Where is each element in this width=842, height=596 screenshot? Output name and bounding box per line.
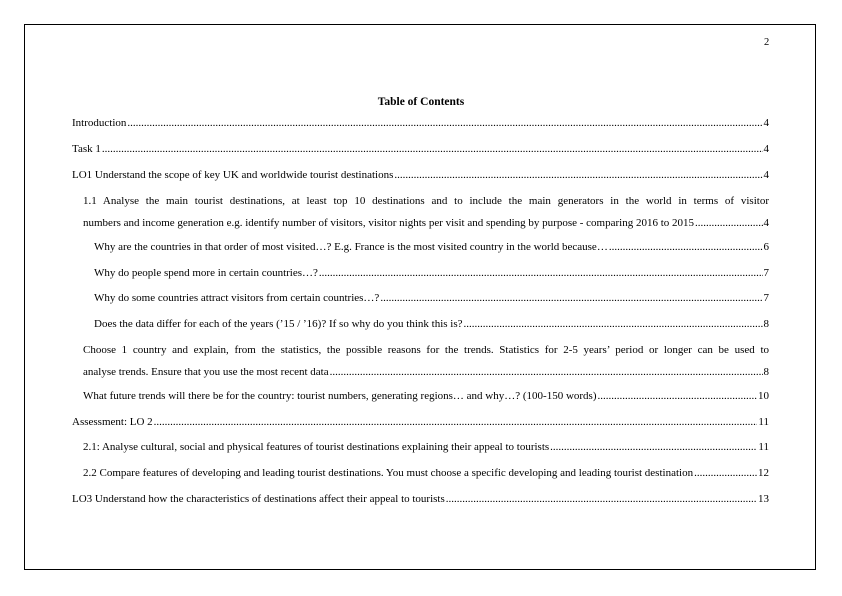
toc-entry-why-order[interactable] <box>94 241 769 254</box>
toc-page-number: 4 <box>763 117 769 129</box>
toc-entry-lo3[interactable] <box>72 493 769 506</box>
toc-entry-label: Assessment: LO 2 <box>72 416 153 428</box>
dot-leader <box>695 217 762 230</box>
toc-entry-label: LO3 Understand how the characteristics of destinations affect their appeal to tourists <box>72 493 445 505</box>
toc-page-number: 7 <box>763 292 769 304</box>
toc-entry-future-trends[interactable] <box>83 390 769 403</box>
toc-entry-task-1[interactable] <box>72 143 769 156</box>
toc-page-number: 8 <box>763 318 769 330</box>
toc-entry-label-line2: analyse trends. Ensure that you use the most recent data <box>83 366 329 378</box>
toc-page-number: 4 <box>763 169 769 181</box>
toc-entry-label: Does the data differ for each of the years (’15 / ’16)? If so why do you think this is? <box>94 318 463 330</box>
toc-entry-label: LO1 Understand the scope of key UK and worldwide tourist destinations <box>72 169 394 181</box>
toc-entry-label: Introduction <box>72 117 127 129</box>
toc-page-number: 6 <box>763 241 769 253</box>
toc-entry-label: Why do people spend more in certain countries…? <box>94 267 318 279</box>
toc-entry-label: Task 1 <box>72 143 101 155</box>
toc-entry-label-line1: Choose 1 country and explain, from the statistics, the possible reasons for the trends. Statistics for 2-5 years’ period or longer can be used to <box>83 344 769 356</box>
toc-page-number: 13 <box>758 493 769 505</box>
toc-page-number: 4 <box>763 217 769 229</box>
dot-leader <box>330 366 763 379</box>
toc-entry-choose-country[interactable] <box>83 344 769 379</box>
dot-leader <box>598 390 757 403</box>
dot-leader <box>609 241 763 254</box>
dot-leader <box>127 117 762 130</box>
toc-page-number: 11 <box>758 416 769 428</box>
toc-entry-label-line2: numbers and income generation e.g. identify number of visitors, visitor nights per visit and spending by purpose - comparing 2016 to 2015 <box>83 217 695 229</box>
toc-entry-2-1[interactable] <box>83 441 769 454</box>
dot-leader <box>550 441 757 454</box>
toc-entry-why-attract[interactable] <box>94 292 769 305</box>
toc-page-number: 12 <box>758 467 769 479</box>
toc-entry-assessment-lo2[interactable] <box>72 416 769 429</box>
toc-entry-label: 2.2 Compare features of developing and leading tourist destinations. You must choose a specific developing and leading tourist destination <box>83 467 694 479</box>
toc-title: Table of Contents <box>377 96 465 108</box>
toc-entry-label-line1: 1.1 Analyse the main tourist destinations, at least top 10 destinations and to include the main generators in the world in terms of visitor <box>83 195 769 207</box>
dot-leader <box>102 143 763 156</box>
dot-leader <box>694 467 757 480</box>
dot-leader <box>319 267 763 280</box>
toc-entry-why-spend[interactable] <box>94 267 769 280</box>
toc-page-number: 7 <box>763 267 769 279</box>
dot-leader <box>394 169 762 182</box>
toc-entry-label: Why are the countries in that order of most visited…? E.g. France is the most visited country in the world because… <box>94 241 608 253</box>
toc-page-number: 4 <box>763 143 769 155</box>
toc-page-number: 10 <box>758 390 769 402</box>
toc-page-number: 11 <box>758 441 769 453</box>
toc-page-number: 8 <box>763 366 769 378</box>
dot-leader <box>464 318 763 331</box>
dot-leader <box>380 292 762 305</box>
toc-entry-label: 2.1: Analyse cultural, social and physical features of tourist destinations explaining their appeal to tourists <box>83 441 550 453</box>
toc-entry-2-2[interactable] <box>83 467 769 480</box>
toc-entry-data-differ[interactable] <box>94 318 769 331</box>
toc-entry-label: What future trends will there be for the country: tourist numbers, generating regions… and why…? (100-150 words) <box>83 390 597 402</box>
dot-leader <box>154 416 758 429</box>
toc-entry-lo1[interactable] <box>72 169 769 182</box>
toc-entry-1-1[interactable] <box>83 195 769 230</box>
page-number: 2 <box>764 37 770 48</box>
toc-entry-introduction[interactable] <box>72 117 769 130</box>
toc-entry-label: Why do some countries attract visitors from certain countries…? <box>94 292 380 304</box>
dot-leader <box>446 493 757 506</box>
